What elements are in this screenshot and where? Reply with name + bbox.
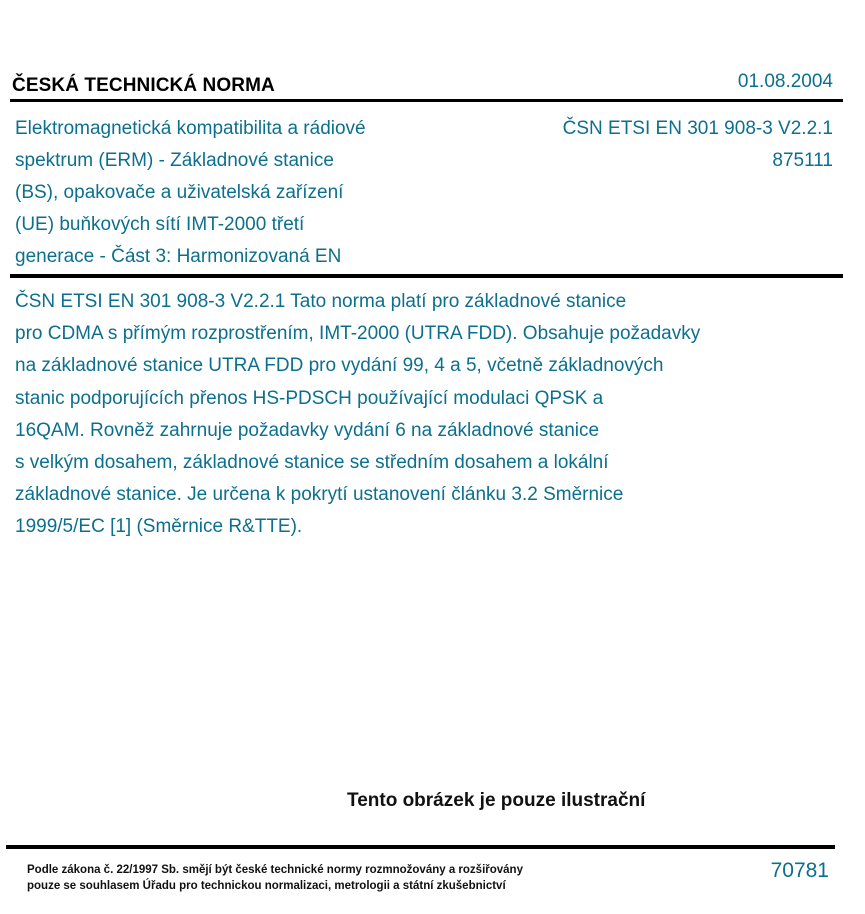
- abstract-line: na základnové stanice UTRA FDD pro vydání 99, 4 a 5, včetně základnových: [15, 355, 664, 377]
- abstract-line: základnové stanice. Je určena k pokrytí ustanovení článku 3.2 Směrnice: [15, 484, 624, 506]
- classification-number: 875111: [772, 150, 833, 171]
- publication-date: 01.08.2004: [737, 71, 833, 92]
- standard-subject: [15, 113, 475, 273]
- standard-code-block: [473, 113, 833, 177]
- section-divider: [10, 274, 843, 278]
- subject-line: (BS), opakovače a uživatelská zařízení: [15, 182, 344, 203]
- illustration-note: Tento obrázek je pouze ilustrační: [347, 790, 646, 811]
- legal-notice: [27, 862, 523, 894]
- abstract-line: s velkým dosahem, základnové stanice se středním dosahem a lokální: [15, 452, 609, 474]
- abstract: [15, 286, 815, 544]
- standard-designation: ČSN ETSI EN 301 908-3 V2.2.1: [562, 118, 833, 139]
- subject-line: (UE) buňkových sítí IMT-2000 třetí: [15, 214, 305, 235]
- abstract-line: pro CDMA s přímým rozprostřením, IMT-2000 (UTRA FDD). Obsahuje požadavky: [15, 323, 701, 345]
- subject-line: spektrum (ERM) - Základnové stanice: [15, 150, 334, 171]
- page-title: ČESKÁ TECHNICKÁ NORMA: [12, 75, 275, 96]
- abstract-line: ČSN ETSI EN 301 908-3 V2.2.1 Tato norma platí pro základnové stanice: [15, 291, 627, 312]
- footer-divider: [6, 845, 835, 849]
- abstract-line: stanic podporujících přenos HS-PDSCH používající modulaci QPSK a: [15, 387, 604, 409]
- abstract-line: 1999/5/EC [1] (Směrnice R&TTE).: [15, 516, 303, 538]
- subject-line: generace - Část 3: Harmonizovaná EN: [15, 246, 342, 267]
- header-divider: [10, 99, 843, 102]
- catalog-number: 70781: [770, 859, 829, 882]
- subject-line: Elektromagnetická kompatibilita a rádiové: [15, 118, 366, 139]
- legal-line: pouze se souhlasem Úřadu pro technickou normalizaci, metrologii a státní zkušebnictví: [27, 880, 506, 892]
- legal-line: Podle zákona č. 22/1997 Sb. smějí být české technické normy rozmnožovány a rozšiřovány: [27, 864, 523, 876]
- abstract-line: 16QAM. Rovněž zahrnuje požadavky vydání 6 na základnové stanice: [15, 419, 600, 441]
